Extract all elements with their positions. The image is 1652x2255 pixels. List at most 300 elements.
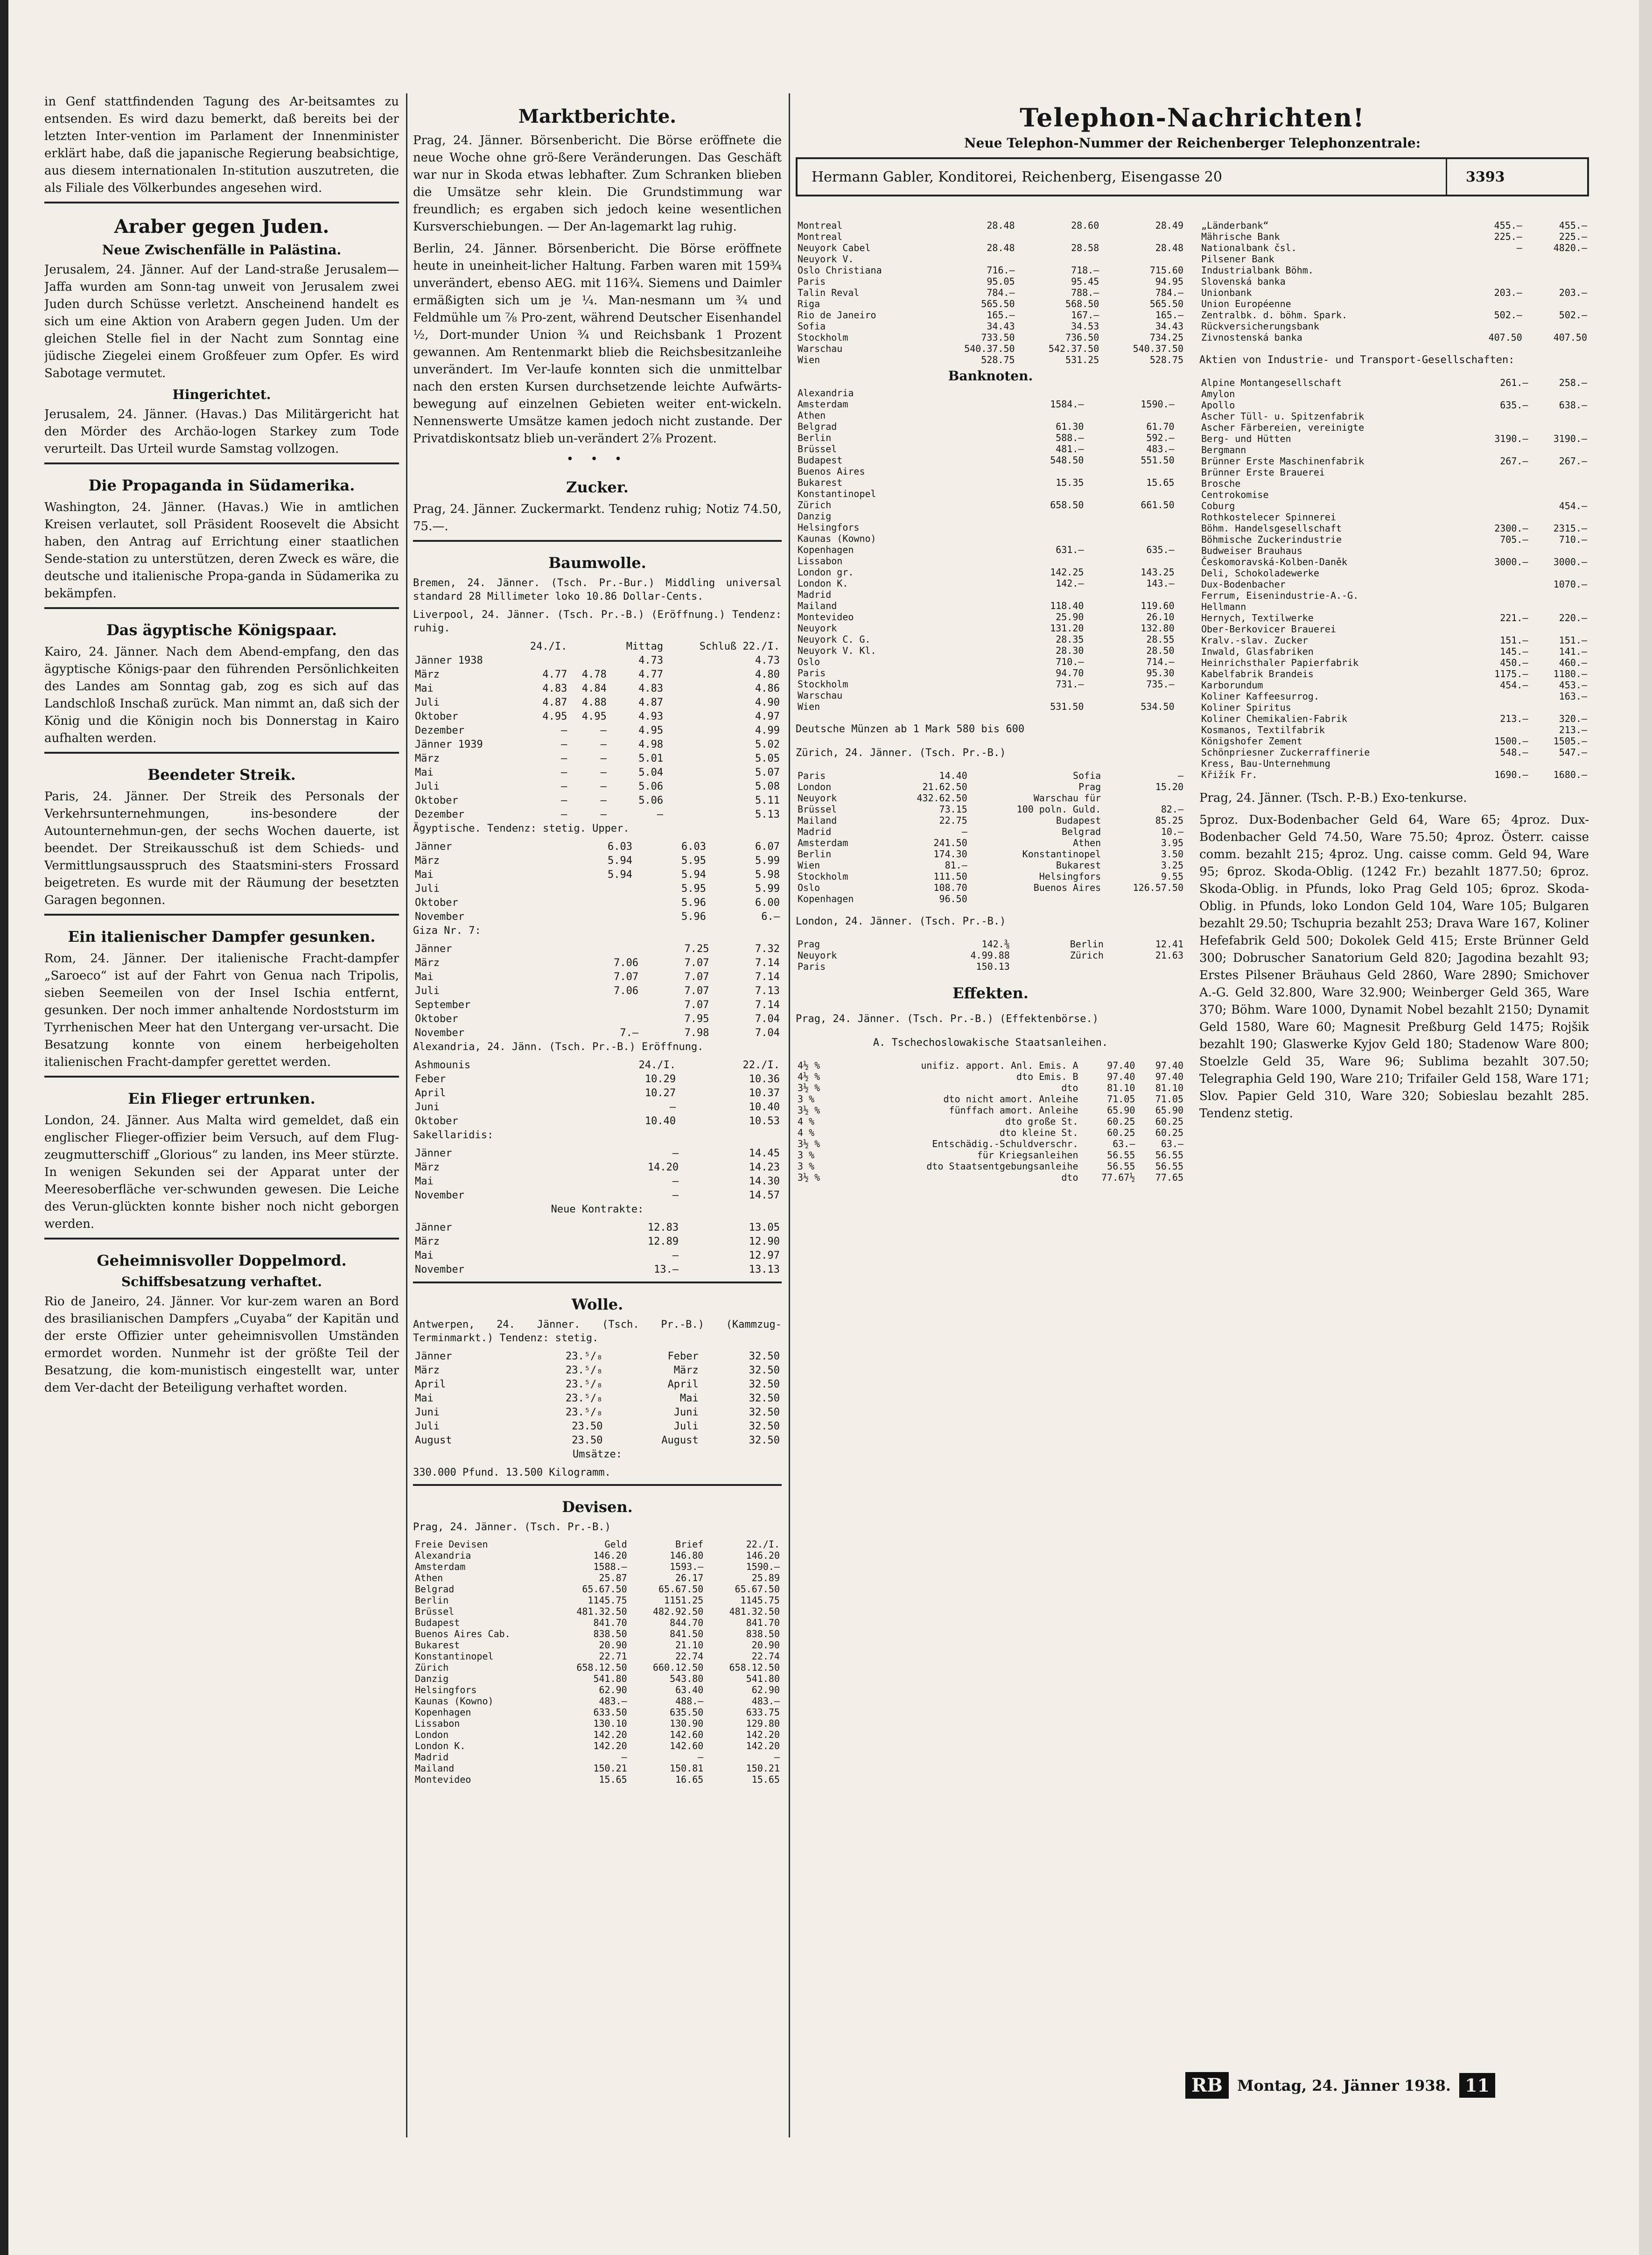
table-cell [560,910,634,924]
price-table [796,770,1185,904]
table-cell: 225.— [1494,231,1522,242]
table-cell: 710.— [1056,656,1084,667]
article-body: London, 24. Jänner. Aus Malta wird gemeldet, daß ein englischer Flieger-offizier beim Versuch, auf dem Flug-zeugmutterschiff „Glorious“ zu landen, ins Meer stürzte. In wenigen Sekunden sei der Apparat unter der Meeresoberfläche ver-schwunden gewesen. Die Leiche des Verun-glückten konnte bisher noch nicht geborgen werden. [44,1113,399,1231]
table-cell: Stockholm [798,332,848,343]
table-row [796,332,1185,343]
table-cell: 12.89 [647,1236,679,1247]
table-row [796,950,1185,961]
table-cell: Buenos Aires [1033,882,1101,893]
table-row [796,589,1185,600]
table-cell: 225.— [1559,231,1587,242]
page-edge-right [1639,0,1652,2255]
table-cell: 165.— [1155,309,1183,321]
table-cell: 5.05 [755,753,780,764]
table-row [413,1550,782,1561]
table-cell: 7.98 [684,1027,709,1039]
table-cell [1459,321,1524,332]
table-cell: 841.70 [593,1617,627,1628]
table-row [413,1378,782,1392]
table-cell: 132.80 [1141,623,1175,634]
table-cell [1471,388,1530,399]
table-cell: 4.95 [581,711,607,722]
table-row [413,1406,782,1420]
table-cell: 541.80 [746,1673,780,1684]
article-heading: Das ägyptische Königspaar. [106,621,337,639]
table-cell: 638.— [1559,399,1587,411]
table-row [413,970,782,984]
table-cell [1530,478,1589,489]
table-row [796,265,1185,276]
table-cell: 203.— [1494,287,1522,298]
page-footer [1185,2072,1495,2099]
table-cell [1176,667,1185,679]
table-cell: Alexandria [415,1550,471,1561]
table-cell: Zürich [415,1662,449,1673]
table-row [796,871,1185,882]
table-cell: 547.— [1559,747,1587,758]
table-cell: 715.60 [1149,265,1183,276]
table-row [413,1774,782,1785]
stock-tables [796,220,1589,1183]
table-cell: 150.81 [670,1763,704,1774]
table-cell: Wien [798,354,820,365]
table-cell: August [661,1435,699,1446]
table-cell: Prag [1078,781,1101,792]
table-cell: 9.55 [1161,871,1183,882]
price-table [413,1147,782,1203]
table-row [796,656,1185,667]
table-cell: — [672,1250,679,1261]
table-cell [1471,623,1530,635]
table-cell: 95.05 [987,276,1015,287]
table-cell: 1584.— [1050,399,1084,410]
table-cell: 7.— [620,1027,639,1039]
table-cell [1101,231,1185,242]
table-row [413,882,782,896]
table-row [413,668,782,682]
table-row [1199,534,1589,545]
table-cell: Belgrad [798,421,837,432]
table-cell: 23.50 [572,1421,603,1432]
table-cell: Mittag [626,641,664,652]
table-cell: Unionbank [1201,287,1252,298]
table-row [1199,545,1589,556]
table-cell: 6.03 [681,841,706,853]
table-cell: April [415,1379,446,1390]
table-cell [1176,488,1185,499]
table-cell: 81.10 [1155,1082,1183,1093]
table-cell: Brünner Erste Brauerei [1201,467,1325,478]
table-cell: 150.13 [976,961,1010,972]
table-cell: 12.41 [1155,938,1183,950]
table-heading: Ägyptische. Tendenz: stetig. Upper. [413,823,630,834]
table-cell: 20.90 [599,1639,627,1651]
table-cell: Kopenhagen [798,893,854,904]
table-cell: Stockholm [798,679,848,690]
table-cell [1530,467,1589,478]
article-heading: Beendeter Streik. [147,766,296,784]
table-heading: Umsätze: [573,1449,622,1460]
table-row [1199,220,1589,231]
table-cell: 450.— [1500,657,1528,668]
table-cell: Zürich [798,499,832,511]
table-cell [995,488,1085,499]
table-cell: — [669,1101,676,1113]
table-cell: Feber [667,1351,699,1362]
price-table [796,387,1185,712]
table-cell: Alpine Montangesellschaft [1201,377,1342,388]
table-cell: 784.— [1155,287,1183,298]
table-cell: 13.— [654,1264,679,1275]
table-cell: 77.65 [1155,1172,1183,1183]
price-table [413,942,782,1040]
table-cell: fünffach amort. Anleihe [949,1105,1078,1116]
table-cell: 548.50 [1050,455,1084,466]
table-cell: 5.07 [755,767,780,778]
table-cell: 3½ % [798,1172,820,1183]
table-cell [1176,701,1185,712]
table-row [413,1639,782,1651]
table-cell [1176,522,1185,533]
table-cell: 6.— [761,911,780,923]
table-cell: 548.— [1500,747,1528,758]
table-cell [1471,478,1530,489]
table-cell [564,1072,574,1086]
table-cell: — [561,739,567,750]
table-cell: 540.37.50 [964,343,1015,354]
separator: • • • [566,452,629,466]
table-row [413,840,782,854]
table-row [1199,567,1589,579]
table-cell: Oktober [415,1013,458,1025]
table-cell [1530,422,1589,433]
divider [44,752,399,754]
table-cell: 635.50 [670,1707,704,1718]
table-row [413,710,782,724]
table-row [413,1350,782,1364]
table-cell: 7.04 [755,1027,780,1039]
table-cell: 528.75 [1149,354,1183,365]
table-cell: 32.50 [749,1435,780,1446]
table-cell: 1588.— [593,1561,627,1572]
table-cell: 100 poln. Guld. [1016,804,1101,815]
table-cell: März [415,753,440,764]
table-row [796,399,1185,410]
table-cell: 261.— [1500,377,1528,388]
table-cell: 12.90 [749,1236,780,1247]
table-cell [1471,422,1530,433]
table-cell: 3.50 [1161,848,1183,860]
table-row [796,1172,1185,1183]
table-cell: 551.50 [1141,455,1175,466]
table-row [413,1175,782,1189]
table-cell: 56.55 [1155,1149,1183,1161]
table-row [1199,601,1589,612]
table-cell: 14.40 [939,770,967,781]
telephone-title: Telephon-Nachrichten! [1020,103,1365,133]
table-cell: Kaunas (Kowno) [415,1695,494,1707]
table-cell [560,1012,570,1026]
table-cell [1085,387,1176,399]
table-cell [1471,489,1530,500]
table-cell [995,387,1085,399]
table-cell: 502.— [1559,309,1587,321]
article-body: Paris, 24. Jänner. Der Streik des Personals der Verkehrsunternehmungen, ins-besondere der Autounternehmun-gen, der sechs Wochen dauerte, ist beendet. Der Streikausschuß ist dem Schieds- und Vermittlungsausspruch des Staatsmini-sters Frossard beigetreten. Es wurde mit der Räumung der besetzten Garagen begonnen. [44,790,399,907]
table-cell: 320.— [1559,713,1587,724]
table-row [413,1583,782,1595]
table-cell: 483.— [599,1695,627,1707]
table-cell: 97.40 [1107,1060,1135,1071]
table-cell [551,868,560,882]
table-cell [570,1012,640,1026]
table-row [413,1763,782,1774]
table-cell: 130.90 [670,1718,704,1729]
table-cell: 12.97 [749,1250,780,1261]
table-row [1199,276,1589,287]
table-row [1199,321,1589,332]
table-cell: 5.11 [755,795,780,806]
table-cell: Mai [415,1250,434,1261]
table-cell: 10.40 [749,1101,780,1113]
table-cell: 1145.75 [588,1595,627,1606]
table-cell: 4.78 [581,669,607,680]
table-row [413,1161,782,1175]
table-row [796,220,1185,231]
table-cell: Böhm. Handelsgesellschaft [1201,523,1342,534]
table-cell [1176,656,1185,667]
table-cell: Juli [673,1421,699,1432]
table-cell: Neuyork Cabel [798,242,871,253]
table-cell: 267.— [1559,455,1587,467]
table-cell: 71.05 [1155,1093,1183,1105]
table-cell: 658.12.50 [576,1662,627,1673]
table-cell: 131.20 [1050,623,1084,634]
table-cell: 4.99.88 [970,950,1010,961]
table-heading: Banknoten. [948,368,1033,384]
table-cell [1530,545,1589,556]
table-cell [564,1100,574,1114]
table-cell: Wien [798,701,820,712]
table-cell: Schluß 22./I. [699,641,780,652]
table-row [796,1082,1185,1093]
table-cell: Oslo [798,882,820,893]
table-cell: 1690.— [1494,769,1528,780]
table-cell: 141.— [1559,646,1587,657]
table-row [413,1617,782,1628]
table-cell: 24./I. [638,1059,676,1071]
table-cell: 7.07 [684,985,709,997]
table-cell: 213.— [1559,724,1587,735]
table-row [413,1114,782,1128]
table-row [796,276,1185,287]
table-row [796,488,1185,499]
table-cell: Montreal [798,220,843,231]
table-cell: 13.05 [749,1222,780,1233]
table-cell: 5.96 [681,897,706,909]
table-cell: 14.57 [749,1190,780,1201]
table-row [413,942,782,956]
table-cell [1176,399,1185,410]
table-cell: Jänner [415,1148,452,1159]
table-cell: 4.73 [755,655,780,666]
table-cell: 10.27 [644,1087,676,1099]
divider [44,1238,399,1240]
table-row [413,910,782,924]
table-cell [1471,601,1530,612]
table-cell: 143.25 [1141,567,1175,578]
table-cell: 4.93 [638,711,664,722]
table-cell: Geld [604,1539,627,1550]
table-cell [1530,489,1589,500]
price-table [1199,220,1589,343]
table-cell: 7.07 [684,971,709,983]
table-row [796,343,1185,354]
table-cell: Madrid [798,826,832,837]
table-row [796,410,1185,421]
table-cell [1085,522,1176,533]
table-cell: 95.30 [1146,667,1175,679]
table-cell: — [561,767,567,778]
issue-date: Montag, 24. Jänner 1938. [1237,2076,1451,2094]
table-cell: 22.75 [939,815,967,826]
table-cell: 129.80 [746,1718,780,1729]
article-body: Kairo, 24. Jänner. Nach dem Abend-empfang, den das ägyptische Königs-paar den führenden Persönlichkeiten des Landes am Sonntag gab, zog es sich auf das Landschloß Inschaß zurück. Man nimmt an, daß sich der König und die Königin noch bis Donnerstag in Kairo aufhalten werden. [44,645,399,745]
table-cell [1176,455,1185,466]
article-subheading: Hingerichtet. [172,387,271,402]
table-row [796,1127,1185,1138]
table-cell: Mährische Bank [1201,231,1280,242]
table-cell: Mai [415,869,434,881]
table-cell: Neuyork V. [798,253,854,265]
table-cell [995,511,1085,522]
table-row [796,309,1185,321]
table-cell: September [415,999,471,1011]
table-cell: Kabelfabrik Brandeis [1201,668,1314,679]
table-heading: London, 24. Jänner. (Tsch. Pr.-B.) [796,916,1006,927]
table-cell: 5.01 [638,753,664,764]
table-cell: 844.70 [670,1617,704,1628]
table-cell: 1680.— [1553,769,1587,780]
table-row [796,1105,1185,1116]
table-cell: 10.29 [644,1073,676,1085]
table-row [1199,265,1589,276]
table-cell: 4.87 [638,697,664,708]
table-cell: 718.— [1071,265,1099,276]
table-cell: Bergmann [1201,444,1246,455]
table-cell: 716.— [987,265,1015,276]
table-cell: Kopenhagen [798,544,854,555]
table-cell [1176,544,1185,555]
table-cell: 710.— [1559,534,1587,545]
table-cell: 10.40 [644,1115,676,1127]
page-edge-left [0,0,8,2255]
table-cell: 142.20 [593,1729,627,1740]
table-cell [1471,500,1530,511]
table-cell: März [415,1162,440,1173]
table-row [1199,758,1589,769]
table-cell: 26.17 [675,1572,704,1583]
table-cell: 4.95 [542,711,567,722]
table-cell: August [415,1435,452,1446]
table-cell: 3½ % [798,1138,820,1149]
table-cell [1530,511,1589,523]
news-column [44,93,399,1401]
table-cell: 453.— [1559,679,1587,691]
table-cell: 63.— [1161,1138,1183,1149]
table-row [796,645,1185,656]
table-row [796,1138,1185,1149]
table-cell: Mai [415,683,434,694]
table-cell: 10.36 [749,1073,780,1085]
table-cell [995,410,1085,421]
table-cell [1176,499,1185,511]
table-row [796,623,1185,634]
table-cell: 5.98 [755,869,780,881]
table-row [413,1695,782,1707]
market-report: Berlin, 24. Jänner. Börsenbericht. Die Börse eröffnete heute in uneinheit-licher Haltung. Farben waren mit 159¾ unverändert, ebenso AEG. mit 116¾. Siemens und Daimler ermäßigten sich um je ¼. Man-nesmann um ¾ und Feldmühle um ⅞ Pro-zent, während Deutscher Eisenhandel ½, Dort-munder Union ¾ und Reichsbank 1 Prozent gewannen. Am Rentenmarkt blieb die Reichsbesitzanleihe unverändert. Im Ver-laufe konnten sich die unmittelbar nach den ersten Kursen durchsetzende leichte Aufwärts-bewegung auf einzelnen Gebieten weiter ent-wickeln. Nennenswerte Umsätze kamen jedoch nicht zustande. Der Privatdiskontsatz blieb un-verändert 2⅞ Prozent. [413,242,782,446]
table-row [1199,702,1589,713]
table-cell: Amsterdam [798,837,848,848]
table-cell: Neuyork [798,792,837,804]
table-row [796,253,1185,265]
table-cell: 565.50 [1149,298,1183,309]
table-cell: London [798,781,832,792]
table-row [796,667,1185,679]
table-cell: 660.12.50 [652,1662,704,1673]
table-cell: 97.40 [1155,1060,1183,1071]
table-cell: 2315.— [1553,523,1587,534]
table-cell [568,1161,579,1175]
table-cell: 165.— [987,309,1015,321]
table-cell: 5.96 [681,911,706,923]
table-row [413,752,782,766]
section-heading: Marktberichte. [518,105,677,127]
table-cell: 10.37 [749,1087,780,1099]
table-cell: Mai [415,1393,434,1404]
table-row [413,1235,782,1249]
table-cell [995,690,1085,701]
table-cell: 62.90 [751,1684,780,1695]
table-cell: November [415,911,464,923]
table-cell [564,1114,574,1128]
table-row [1199,500,1589,511]
article-heading: Araber gegen Juden. [114,216,329,238]
table-cell: 142.60 [670,1740,704,1751]
table-cell: 1175.— [1494,668,1528,679]
table-row [796,298,1185,309]
table-cell: Oslo Christiana [798,265,882,276]
table-cell: Zivnostenská banka [1201,332,1302,343]
table-cell: 7.95 [684,1013,709,1025]
table-cell: Danzig [798,511,832,522]
table-cell: 735.— [1146,679,1175,690]
table-cell: 661.50 [1141,499,1175,511]
table-cell: 32.50 [749,1365,780,1376]
table-row [413,1086,782,1100]
table-row [796,781,1185,792]
table-cell: — [600,781,607,792]
table-cell: Křižík Fr. [1201,769,1258,780]
table-cell [1176,600,1185,611]
divider [413,1484,782,1486]
table-row [413,1707,782,1718]
table-cell: 3 % [798,1149,815,1161]
table-row [413,780,782,794]
table-cell: Centrokomise [1201,489,1269,500]
table-cell: Oktober [415,1115,458,1127]
table-cell: 61.30 [1056,421,1084,432]
table-cell: Oktober [415,795,458,806]
